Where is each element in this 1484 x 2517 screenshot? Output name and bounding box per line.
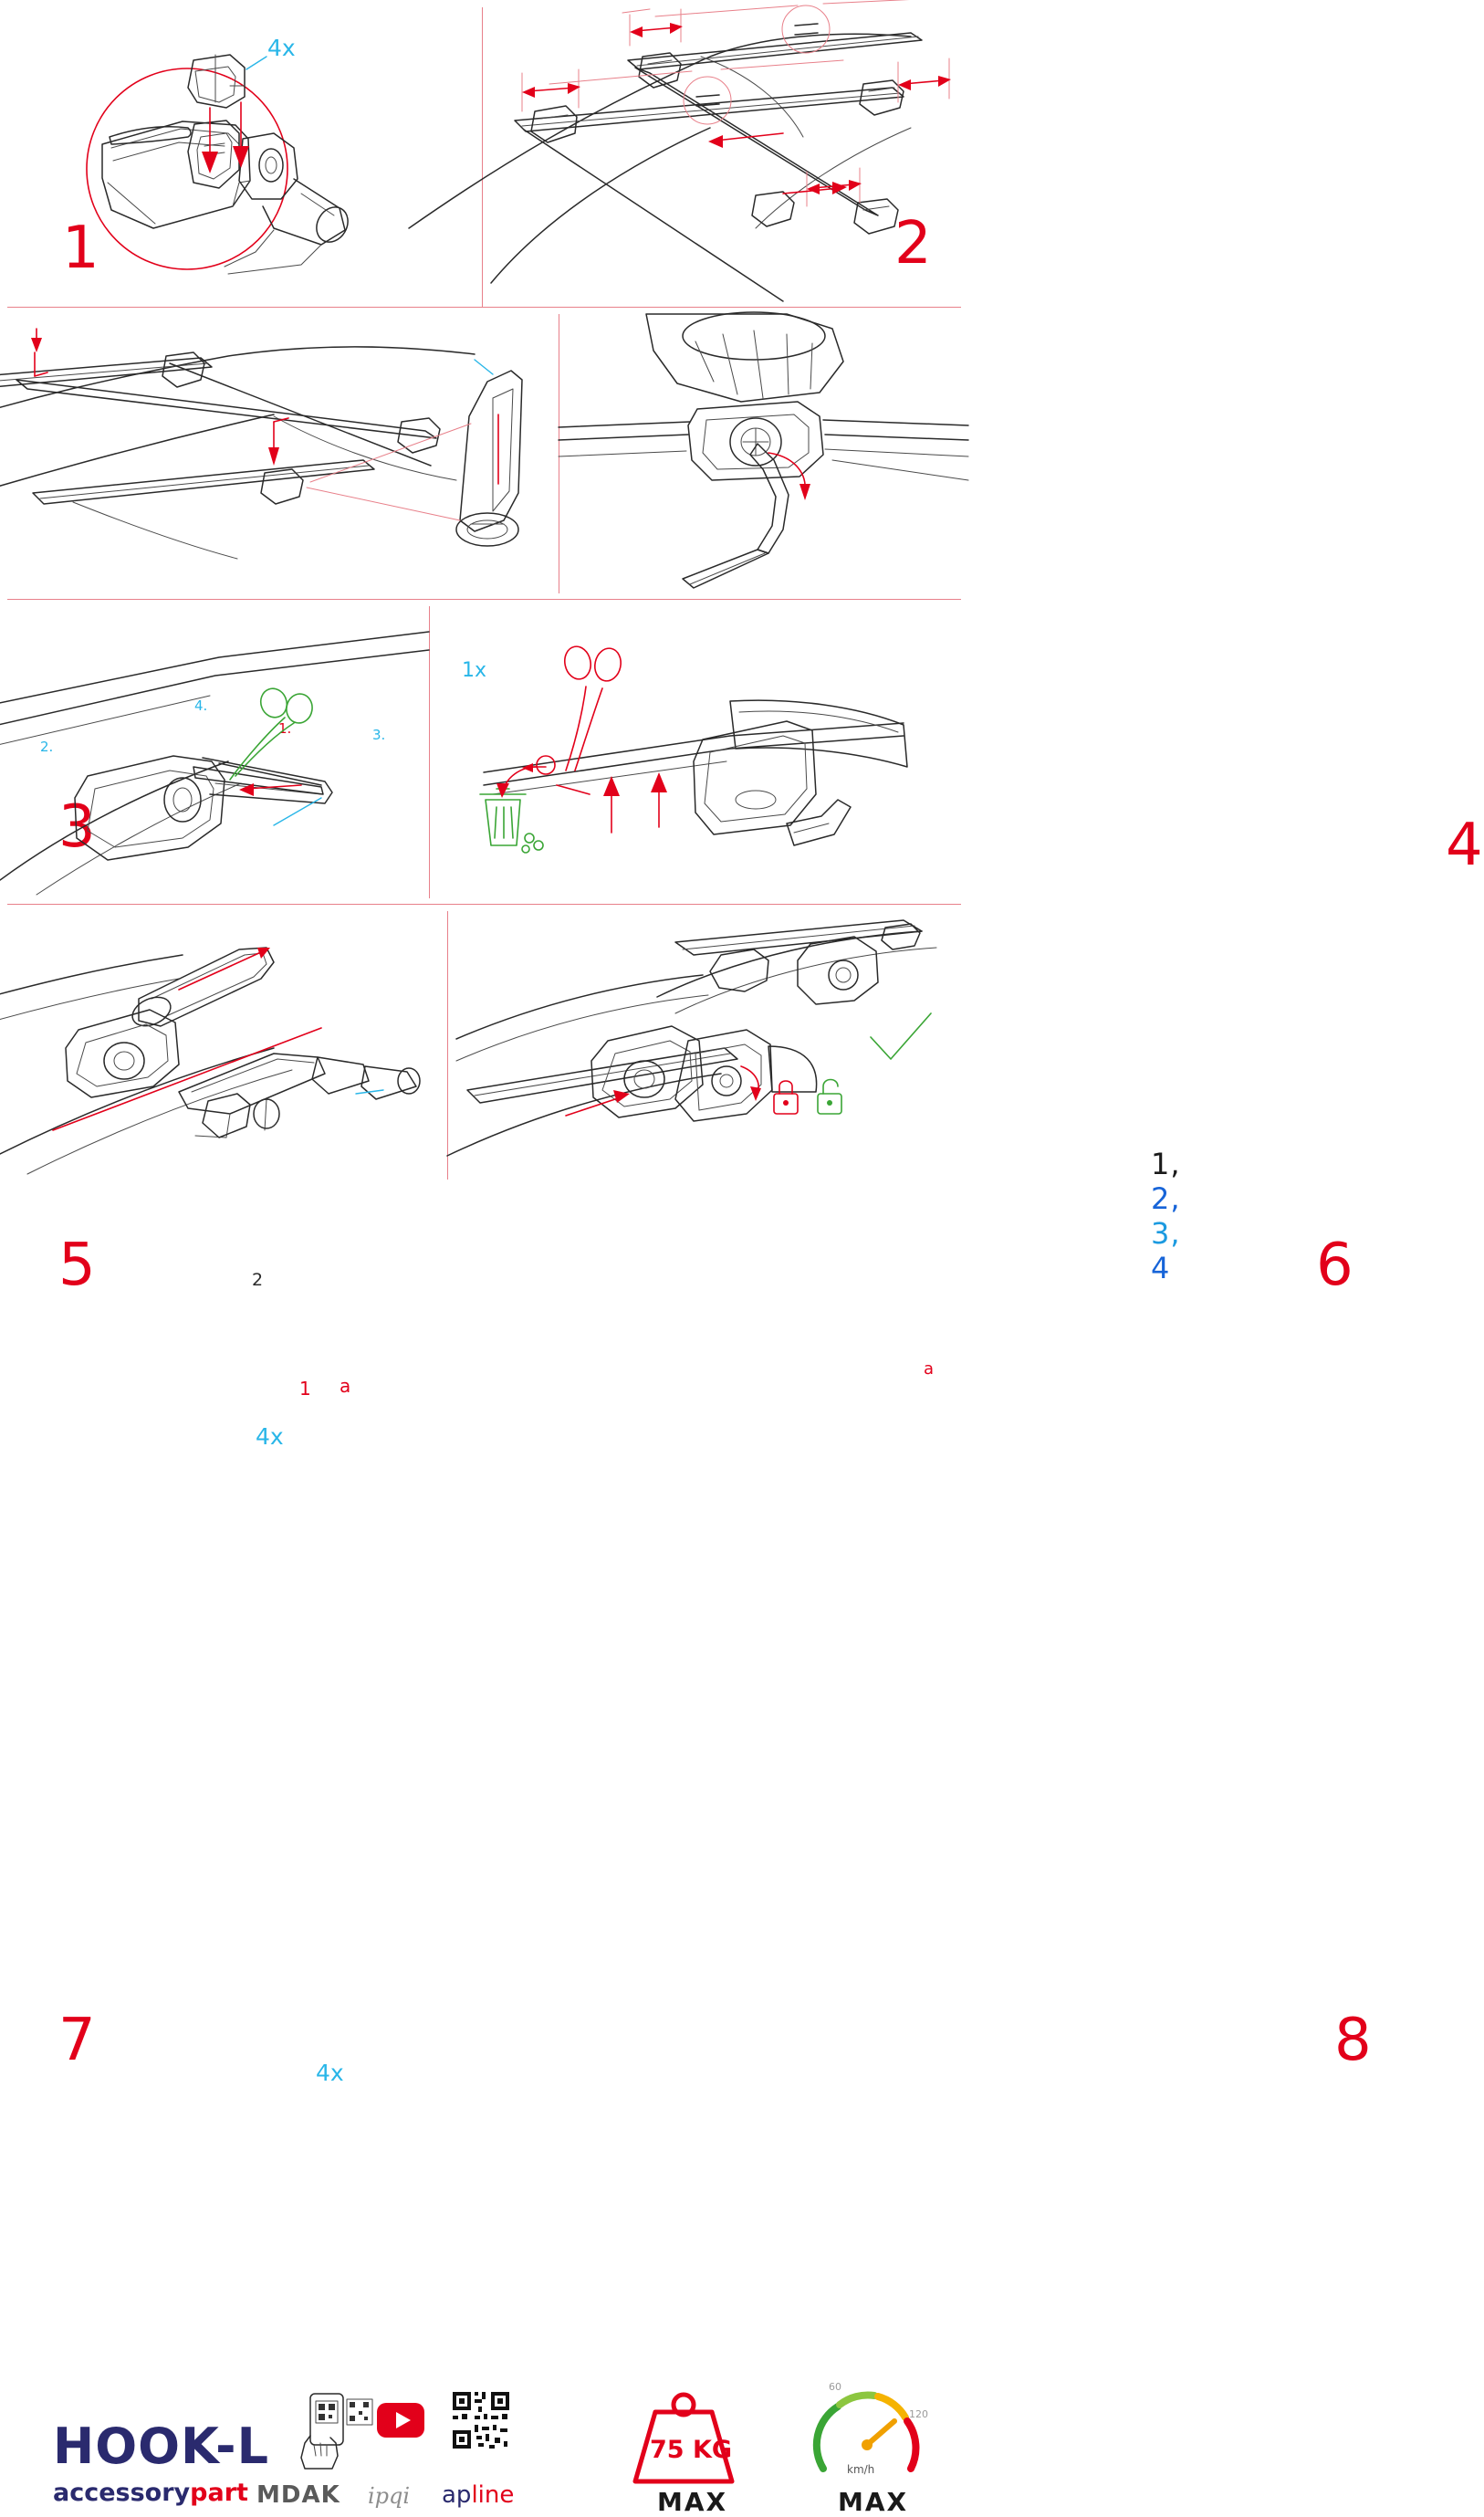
step-3-order-2-label: 2. — [40, 739, 54, 755]
step-6-illustration — [429, 606, 968, 898]
step-panel-2 — [482, 0, 968, 307]
step-5-part-a-label: a — [340, 1375, 351, 1397]
brand-primary: accessory — [53, 2479, 191, 2507]
apline-primary: ap — [442, 2481, 472, 2509]
step-5-order-2-label: 2 — [252, 1270, 264, 1290]
speed-unit-label: km/h — [847, 2463, 875, 2476]
step-3-illustration — [0, 314, 559, 593]
step-3-order-1-label: 1. — [278, 720, 292, 737]
youtube-icon[interactable] — [377, 2403, 424, 2438]
step-panel-8 — [447, 911, 1373, 2074]
step-panel-3 — [0, 314, 559, 861]
step-number-3: 3 — [58, 793, 97, 861]
product-title: HOOK-L — [53, 2417, 269, 2475]
order-label-1: 1, — [1151, 1147, 1181, 1181]
step-number-6: 6 — [1316, 1232, 1354, 1299]
step-panel-5 — [0, 606, 429, 1450]
step-number-8: 8 — [1334, 2007, 1373, 2074]
divider-row-2 — [7, 599, 961, 600]
apline-logo — [442, 2481, 514, 2509]
step-5-quantity-label: 4x — [256, 1423, 284, 1450]
max-speed-caption: MAX — [838, 2487, 909, 2517]
step-3-order-4-label: 4. — [194, 697, 208, 714]
max-load-value: 75 KG — [650, 2436, 733, 2464]
step-1-quantity-label: 4x — [267, 35, 296, 61]
step-number-5: 5 — [58, 1232, 97, 1299]
step-3-quantity-label: 1x — [462, 659, 487, 682]
divider-row-1 — [7, 307, 961, 308]
step-5-illustration — [0, 606, 429, 898]
order-label-4: 4 — [1151, 1251, 1171, 1285]
step-5-order-1-label: 1 — [299, 1378, 311, 1400]
qr-code-icon[interactable] — [451, 2390, 511, 2450]
step-4-tighten-order — [1150, 1147, 1182, 1285]
step-number-2: 2 — [894, 210, 933, 278]
apline-accent: line — [471, 2481, 515, 2509]
step-number-1: 1 — [62, 215, 100, 282]
step-panel-7 — [0, 911, 447, 2086]
gauge-tick-120: 120 — [909, 2408, 928, 2420]
step-panel-4 — [559, 314, 1484, 1285]
step-6-part-a-label: a — [924, 1359, 935, 1379]
divider-row-3 — [7, 904, 961, 905]
ipqi-logo: ipqi — [368, 2483, 411, 2509]
step-panel-1 — [0, 0, 482, 307]
step-4-illustration — [559, 314, 968, 593]
order-label-3: 3, — [1151, 1216, 1181, 1251]
brand-accent: part — [190, 2479, 248, 2507]
step-7-illustration — [0, 911, 447, 1180]
step-panel-6 — [429, 606, 1354, 1379]
step-7-quantity-label: 4x — [316, 2060, 344, 2086]
order-label-2: 2, — [1151, 1181, 1181, 1216]
mdak-logo: MDAK — [256, 2481, 340, 2509]
step-number-7: 7 — [58, 2007, 97, 2074]
step-number-4: 4 — [1446, 812, 1484, 879]
step-3-order-3-label: 3. — [372, 727, 386, 743]
step-8-illustration — [447, 911, 968, 1180]
max-load-caption: MAX — [657, 2487, 728, 2517]
gauge-tick-60: 60 — [829, 2381, 841, 2393]
brand-name — [53, 2479, 248, 2507]
qr-scan-hand-icon[interactable] — [292, 2392, 376, 2470]
